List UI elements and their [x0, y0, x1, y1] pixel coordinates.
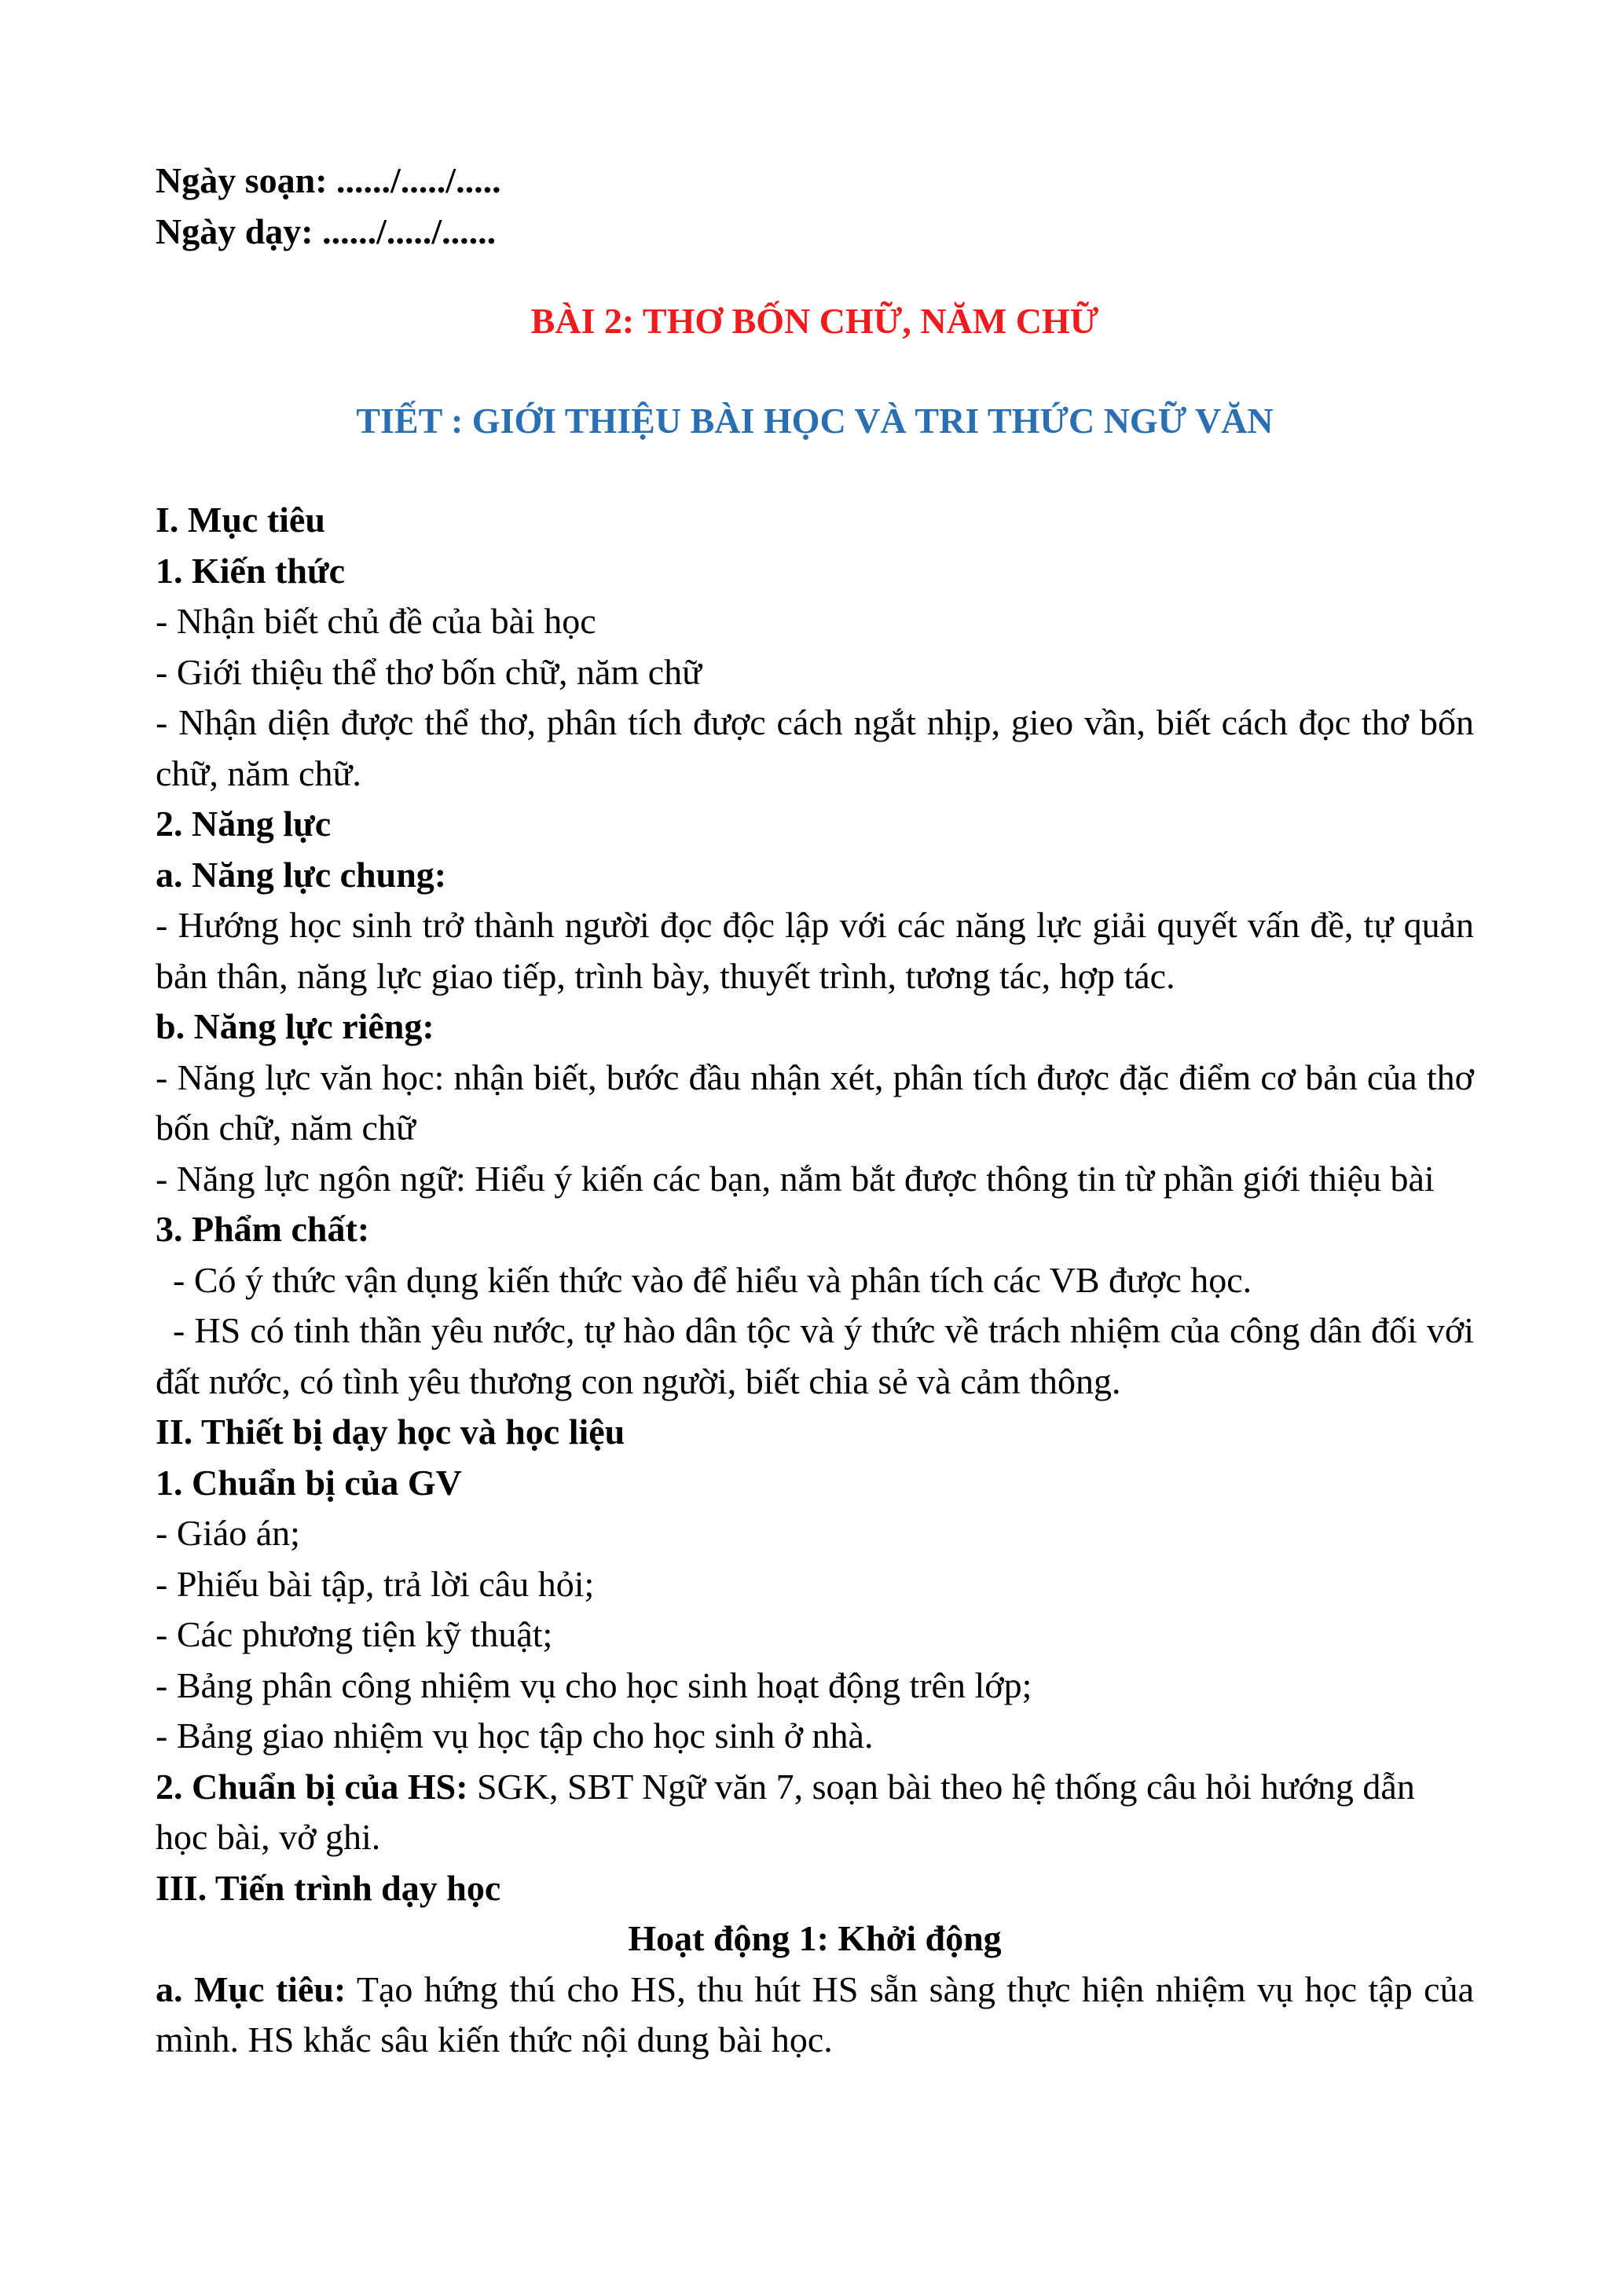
section-thiet-bi [156, 1407, 1474, 1863]
section-heading: III. Tiến trình dạy học [156, 1867, 501, 1908]
subsection-heading: 3. Phẩm chất: [156, 1209, 370, 1249]
list-item: - Nhận diện được thể thơ, phân tích được cách ngắt nhịp, gieo vần, biết cách đọc thơ bốn chữ, năm chữ. [156, 702, 1474, 793]
subsection-heading: 1. Kiến thức [156, 550, 345, 591]
inline-label: a. Mục tiêu: [156, 1968, 346, 2009]
ngay-soan: Ngày soạn: ....../...../..... [156, 160, 501, 200]
list-item: - Năng lực văn học: nhận biết, bước đầu nhận xét, phân tích được đặc điểm cơ bản của thơ bốn chữ, năm chữ [156, 1056, 1474, 1148]
list-item: - Giáo án; [156, 1513, 300, 1553]
list-item: - Phiếu bài tập, trả lời câu hỏi; [156, 1563, 595, 1604]
section-muc-tieu [156, 495, 1474, 1407]
list-item [156, 1305, 1474, 1407]
paragraph [156, 1762, 1474, 1863]
list-item: - Các phương tiện kỹ thuật; [156, 1614, 553, 1654]
inline-text: SGK, SBT Ngữ văn 7, soạn bài theo hệ thống câu hỏi hướng dẫn học bài, vở ghi. [156, 1766, 1415, 1857]
paragraph: - Hướng học sinh trở thành người đọc độc lập với các năng lực giải quyết vấn đề, tự quản bản thân, năng lực giao tiếp, trình bày, thuyết trình, tương tác, hợp tác. [156, 905, 1474, 996]
subsection-heading: 2. Năng lực [156, 804, 332, 844]
section-heading: II. Thiết bị dạy học và học liệu [156, 1412, 625, 1452]
subsection-heading: 1. Chuẩn bị của GV [156, 1462, 462, 1503]
list-item: - Năng lực ngôn ngữ: Hiểu ý kiến các bạn, nắm bắt được thông tin từ phần giới thiệu bài [156, 1158, 1435, 1199]
list-item-text: - Có ý thức vận dụng kiến thức vào để hiểu và phân tích các VB được học. [173, 1259, 1252, 1300]
section-tien-trinh [156, 1863, 1474, 2066]
list-item: - Bảng giao nhiệm vụ học tập cho học sinh ở nhà. [156, 1716, 874, 1756]
paragraph [156, 1965, 1474, 2066]
ngay-day: Ngày dạy: ....../...../...... [156, 211, 497, 251]
inline-label: 2. Chuẩn bị của HS: [156, 1766, 468, 1807]
section-heading: I. Mục tiêu [156, 500, 325, 540]
list-item: - Bảng phân công nhiệm vụ cho học sinh hoạt động trên lớp; [156, 1664, 1032, 1705]
subsection-heading: b. Năng lực riêng: [156, 1006, 434, 1046]
inline-text: Tạo hứng thú cho HS, thu hút HS sẵn sàng thực hiện nhiệm vụ học tập của mình. HS khắc sâu kiến thức nội dung bài học. [156, 1968, 1474, 2060]
list-item-text: - HS có tinh thần yêu nước, tự hào dân tộc và ý thức về trách nhiệm của công dân đối với đất nước, có tình yêu thương con người, biết chia sẻ và cảm thông. [156, 1310, 1474, 1401]
list-item [156, 1255, 1474, 1306]
document-page [156, 156, 1474, 2066]
list-item: - Nhận biết chủ đề của bài học [156, 601, 596, 641]
list-item: - Giới thiệu thể thơ bốn chữ, năm chữ [156, 651, 702, 692]
period-title: TIẾT : GIỚI THIỆU BÀI HỌC VÀ TRI THỨC NGỮ VĂN [356, 400, 1274, 441]
lesson-title: BÀI 2: THƠ BỐN CHỮ, NĂM CHỮ [530, 301, 1099, 341]
subsection-heading: a. Năng lực chung: [156, 854, 447, 895]
activity-title: Hoạt động 1: Khởi động [628, 1918, 1002, 1958]
